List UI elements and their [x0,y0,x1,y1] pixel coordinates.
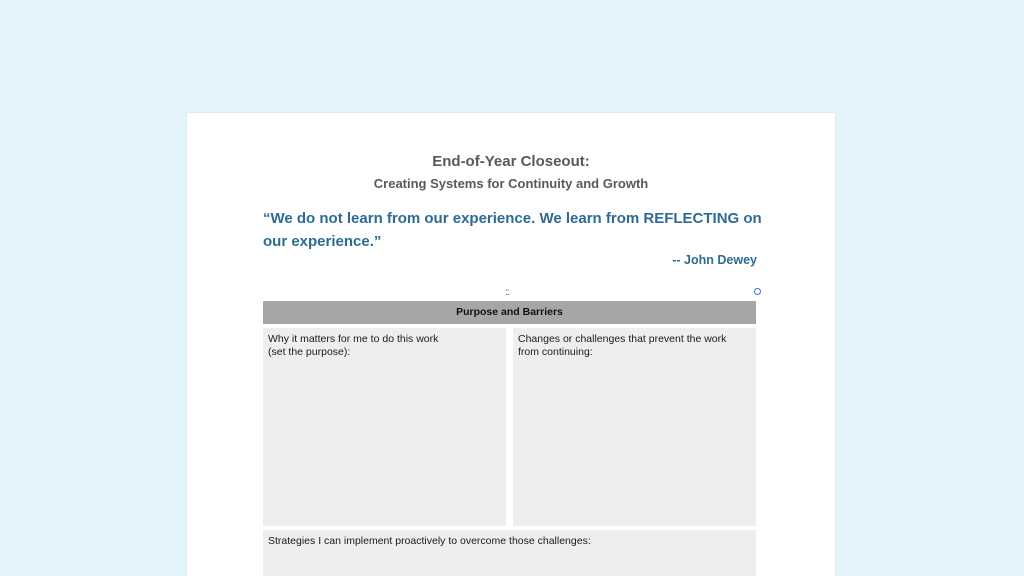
document-subtitle: Creating Systems for Continuity and Growth [373,176,649,191]
table-resize-handle-icon[interactable] [754,288,761,295]
table-header[interactable]: Purpose and Barriers [263,301,756,324]
strategies-cell[interactable]: Strategies I can implement proactively to overcome those challenges: [263,530,756,576]
table-move-handle-icon[interactable]: :: [505,287,509,298]
quote-text: “We do not learn from our experience. We learn from REFLECTING on our experience.” [263,210,762,250]
document-title: End-of-Year Closeout: [432,153,590,170]
purpose-barriers-table [263,301,756,576]
table-row [263,328,756,526]
challenges-cell[interactable]: Changes or challenges that prevent the work from continuing: [513,328,756,526]
quote-author: -- John Dewey [672,253,757,267]
purpose-cell[interactable]: Why it matters for me to do this work (set the purpose): [263,328,506,526]
document-page[interactable] [187,113,835,576]
